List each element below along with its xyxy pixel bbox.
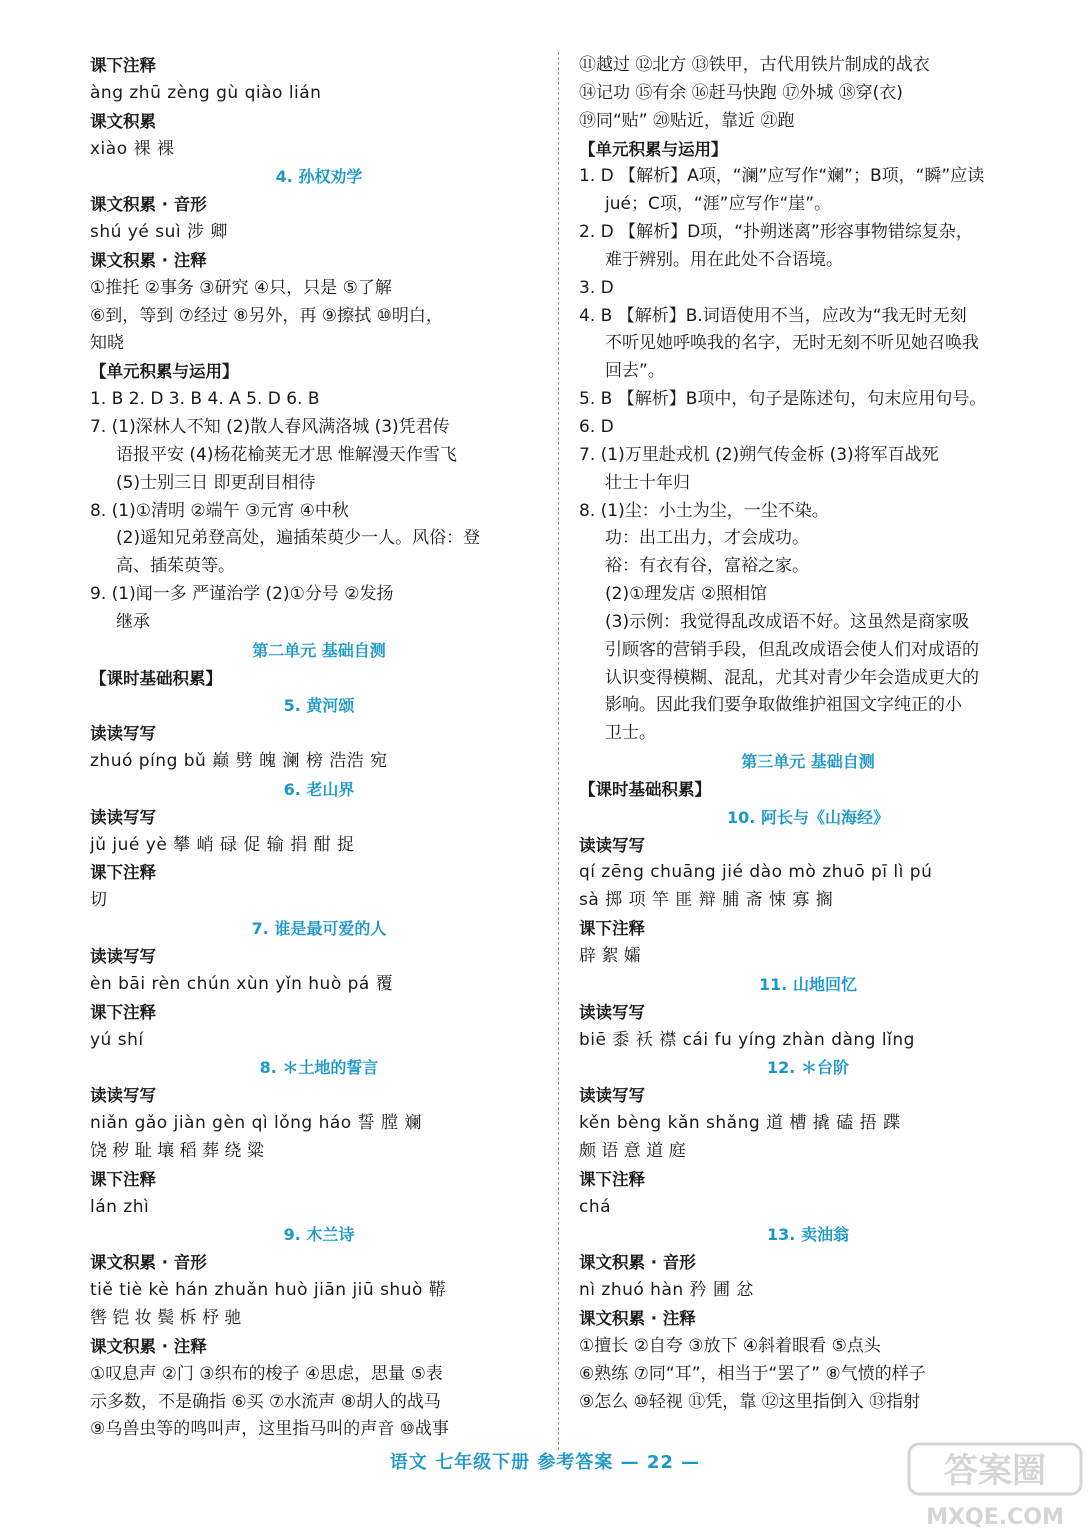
left-line: 8. (1)①清明 ②端午 ③元宵 ④中秋	[90, 500, 349, 521]
left-line: ⑥到，等到 ⑦经过 ⑧另外，再 ⑨擦拭 ⑩明白，	[90, 305, 443, 326]
right-line: 3. D	[579, 277, 614, 298]
right-line: ⑪越过 ⑫北方 ⑬铁甲，古代用铁片制成的战衣	[579, 55, 930, 75]
left-subheading: 【单元积累与运用】	[90, 362, 239, 382]
left-subheading: 读读写写	[90, 724, 156, 744]
left-section-heading: 8. ＊土地的誓言	[259, 1058, 379, 1078]
right-subheading: 读读写写	[579, 835, 645, 855]
right-line: 7. (1)万里赴戎机 (2)朔气传金柝 (3)将军百战死	[579, 444, 939, 465]
left-line: 知晓	[90, 333, 124, 354]
right-subheading: 课下注释	[579, 1169, 645, 1189]
left-line: 示多数，不是确指 ⑥买 ⑦水流声 ⑧胡人的战马	[90, 1391, 441, 1412]
left-section-heading: 9. 木兰诗	[283, 1225, 355, 1245]
left-line: 1. B 2. D 3. B 4. A 5. D 6. B	[90, 389, 320, 410]
left-subheading: 课文积累 · 音形	[90, 1253, 207, 1273]
right-section-heading: 11. 山地回忆	[759, 974, 857, 994]
right-section-heading: 12. ＊台阶	[767, 1058, 849, 1078]
left-subheading: 课文积累 · 注释	[90, 1336, 207, 1356]
left-line: 7. (1)深林人不知 (2)散人春风满洛城 (3)凭君传	[90, 416, 450, 437]
right-line: 壮士十年归	[605, 472, 690, 493]
right-subheading: 读读写写	[579, 1086, 645, 1106]
left-line: ①叹息声 ②门 ③织布的梭子 ④思虑，思量 ⑤表	[90, 1363, 443, 1384]
right-line: ⑨怎么 ⑩轻视 ⑪凭，靠 ⑫这里指倒入 ⑬指射	[579, 1391, 921, 1412]
right-line: 引顾客的营销手段，但乱改成语会使人们对成语的	[605, 639, 979, 660]
left-line: ①推托 ②事务 ③研究 ④只，只是 ⑤了解	[90, 277, 392, 298]
right-line: 辟 絮 孀	[579, 946, 641, 966]
left-section-heading: 第二单元 基础自测	[252, 640, 386, 660]
left-line: 继承	[116, 611, 150, 632]
left-subheading: 【课时基础积累】	[90, 668, 222, 688]
right-line: qí zēng chuāng jié dào mò zhuō pī lì pú	[579, 862, 933, 883]
left-line: 语报平安 (4)杨花榆荚无才思 惟解漫天作雪飞	[116, 444, 457, 465]
right-subheading: 【课时基础积累】	[579, 779, 711, 799]
left-subheading: 读读写写	[90, 807, 156, 827]
left-line: jǔ jué yè 攀 峭 碌 促 输 捐 酣 捉	[90, 834, 355, 855]
right-line: 裕：有衣有谷，富裕之家。	[605, 556, 809, 577]
left-line: (2)遥知兄弟登高处，遍插茱萸少一人。风俗：登	[116, 528, 481, 549]
right-line: 5. B 【解析】B项中，句子是陈述句，句末应用句号。	[579, 389, 987, 410]
right-section-heading: 第三单元 基础自测	[741, 752, 875, 772]
left-line: 切	[90, 890, 107, 911]
right-line: 4. B 【解析】B.词语使用不当，应改为“我无时无刻	[579, 305, 967, 326]
left-line: àng zhū zèng gù qiào lián	[90, 82, 322, 103]
left-line: shú yé suì 涉 卿	[90, 222, 228, 243]
left-subheading: 课下注释	[90, 863, 156, 883]
left-section-heading: 6. 老山界	[283, 779, 355, 799]
right-line: 卫士。	[605, 723, 656, 744]
right-line: ⑭记功 ⑮有余 ⑯赶马快跑 ⑰外城 ⑱穿(衣)	[579, 82, 903, 103]
right-line: 认识变得模糊、混乱，尤其对青少年会造成更大的	[605, 667, 979, 688]
svg-text:MXQE.COM: MXQE.COM	[926, 1505, 1064, 1530]
right-line: 回去”。	[605, 361, 665, 382]
left-subheading: 课下注释	[90, 1002, 156, 1022]
right-line: chá	[579, 1196, 612, 1217]
left-line: zhuó píng bǔ 巅 劈 魄 澜 榜 浩浩 宛	[90, 751, 388, 772]
left-subheading: 读读写写	[90, 1086, 156, 1106]
right-line: biē 黍 袄 襟 cái fu yíng zhàn dàng lǐng	[579, 1029, 915, 1050]
right-section-heading: 13. 卖油翁	[767, 1225, 849, 1245]
right-subheading: 课文积累 · 音形	[579, 1253, 696, 1273]
right-line: 功：出工出力，才会成功。	[605, 528, 809, 549]
right-line: sà 掷 项 竿 匪 辩 脯 斋 悚 寡 搁	[579, 890, 834, 911]
left-subheading: 课下注释	[90, 1169, 156, 1189]
page-footer: 语文 七年级下册 参考答案 — 22 —	[389, 1452, 701, 1473]
left-line: 辔 铠 妆 鬓 柝 杼 驰	[90, 1307, 242, 1328]
left-section-heading: 5. 黄河颂	[283, 696, 355, 716]
left-section-heading: 4. 孙权劝学	[275, 167, 363, 187]
right-line: 影响。因此我们要争取做维护祖国文字纯正的小	[605, 695, 962, 716]
left-section-heading: 7. 谁是最可爱的人	[251, 919, 387, 939]
right-line: ⑲同“贴” ⑳贴近，靠近 ㉑跑	[579, 110, 795, 131]
left-subheading: 课下注释	[90, 56, 156, 75]
right-line: kěn bèng kǎn shǎng 道 槽 撬 磕 捂 蹀	[579, 1113, 901, 1134]
right-line: 1. D 【解析】A项，“澜”应写作“斓”；B项，“瞬”应读	[579, 166, 985, 187]
left-line: èn bāi rèn chún xùn yǐn huò pá 覆	[90, 973, 394, 994]
left-subheading: 课文积累 · 注释	[90, 250, 207, 270]
left-line: (5)士别三日 即更刮目相待	[116, 472, 316, 493]
left-line: yú shí	[90, 1029, 144, 1050]
right-subheading: 读读写写	[579, 1002, 645, 1022]
right-line: 难于辨别。用在此处不合语境。	[605, 249, 843, 270]
left-subheading: 读读写写	[90, 947, 156, 966]
left-line: xiào 裸 裸	[90, 138, 175, 159]
left-line: niǎn gǎo jiàn gèn qì lǒng háo 誓 膛 斓	[90, 1113, 422, 1134]
right-subheading: 课文积累 · 注释	[579, 1308, 696, 1328]
right-line: 6. D	[579, 416, 614, 437]
right-line: ①擅长 ②自夸 ③放下 ④斜着眼看 ⑤点头	[579, 1335, 881, 1356]
right-section-heading: 10. 阿长与《山海经》	[727, 807, 889, 827]
right-line: ⑥熟练 ⑦同“耳”，相当于“罢了” ⑧气愤的样子	[579, 1363, 926, 1384]
right-line: 不听见她呼唤我的名字，无时无刻不听见她召唤我	[605, 333, 979, 354]
left-subheading: 课文积累 · 音形	[90, 195, 207, 215]
left-line: tiě tiè kè hán zhuǎn huò jiān jiū shuò 鞯	[90, 1280, 447, 1301]
right-line: 2. D 【解析】D项，“扑朔迷离”形容事物错综复杂，	[579, 222, 973, 243]
left-column	[90, 52, 548, 1444]
left-subheading: 课文积累	[90, 111, 156, 131]
svg-text:答案圈: 答案圈	[944, 1451, 1046, 1491]
left-line: ⑨乌兽虫等的鸣叫声，这里指马叫的声音 ⑩战事	[90, 1419, 449, 1440]
right-subheading: 【单元积累与运用】	[579, 139, 728, 159]
left-line: 高、插茱萸等。	[116, 556, 235, 577]
right-line: (2)①理发店 ②照相馆	[605, 584, 767, 605]
right-line: (3)示例：我觉得乱改成语不好。这虽然是商家吸	[605, 611, 970, 632]
right-line: 8. (1)尘：小土为尘，一尘不染。	[579, 500, 829, 521]
left-line: 9. (1)闻一多 严谨治学 (2)①分号 ②发扬	[90, 584, 394, 605]
right-column	[579, 52, 1037, 1416]
watermark-logo	[905, 1438, 1085, 1534]
right-subheading: 课下注释	[579, 919, 645, 939]
left-line: lán zhì	[90, 1196, 150, 1217]
right-line: 颇 语 意 道 庭	[579, 1140, 686, 1161]
left-line: 饶 秽 耻 壤 稻 葬 绕 粱	[90, 1140, 264, 1161]
right-line: jué；C项，“涯”应写作“崖”。	[605, 194, 832, 215]
column-divider	[558, 52, 559, 1450]
right-line: nì zhuó hàn 矜 圃 忿	[579, 1280, 754, 1301]
